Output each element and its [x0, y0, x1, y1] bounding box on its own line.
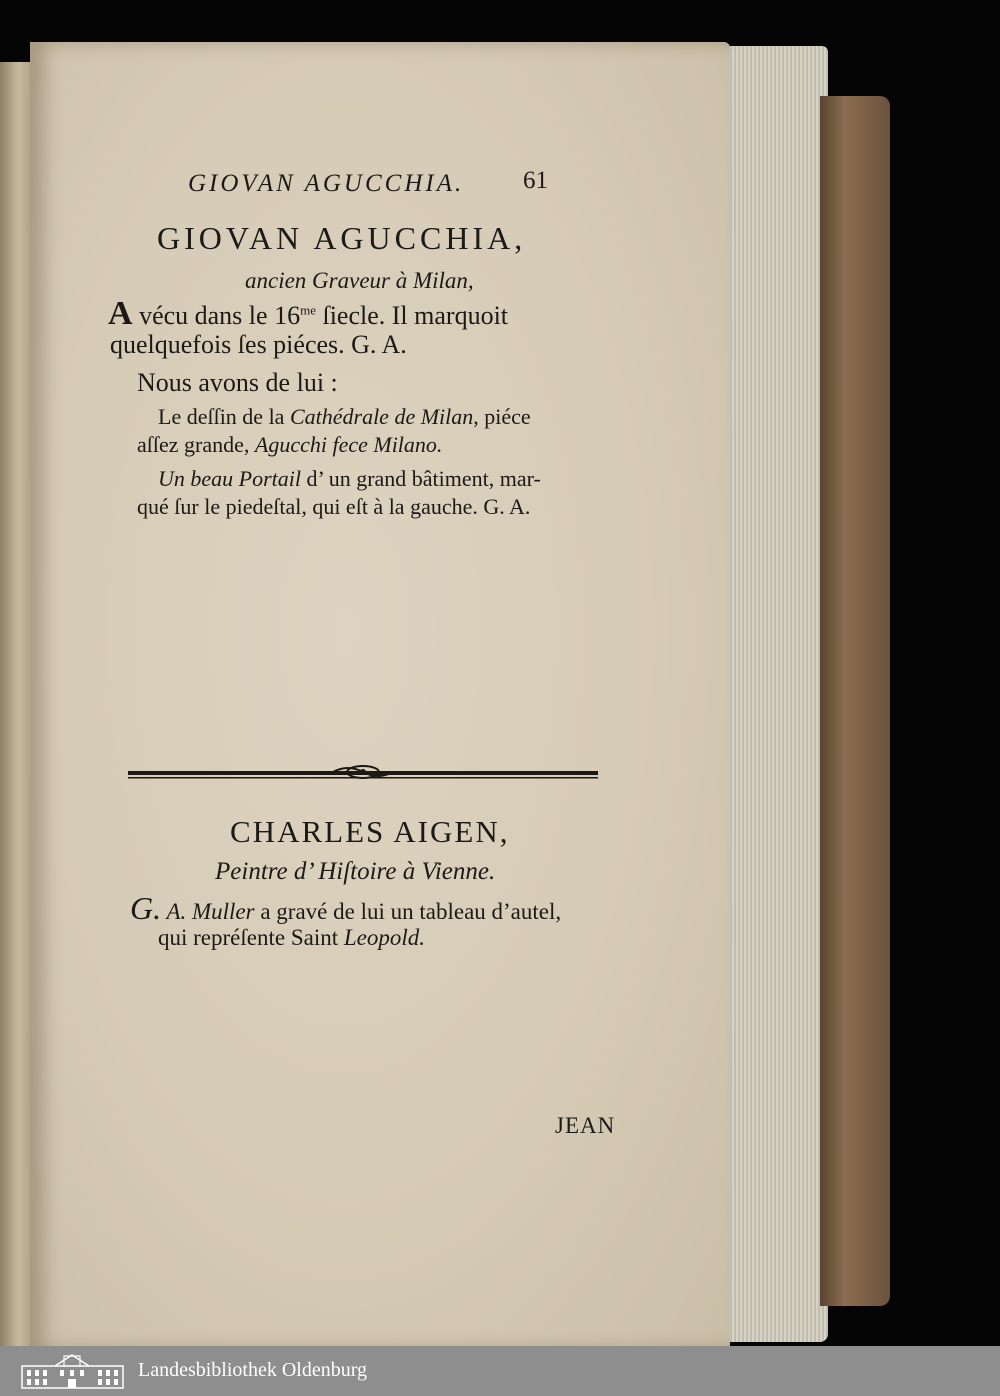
entry-text-line: quelquefois ſes piéces. G. A. — [110, 330, 407, 359]
page-block-edge — [724, 46, 828, 1342]
footer-bar — [0, 1346, 1000, 1396]
entry-text-line: A vécu dans le $16^{me}$ ſiecle. Il marquoit — [108, 295, 509, 332]
catchword: JEAN — [555, 1113, 616, 1138]
ornamental-divider — [128, 762, 598, 786]
footer-label: Landesbibliothek Oldenburg — [138, 1359, 368, 1381]
library-building-icon — [20, 1352, 125, 1390]
entry-text-line: G. A. Muller a gravé de lui un tableau d’autel, — [130, 890, 562, 926]
work-item-continued: aſſez grande, Agucchi fece Milano. — [137, 432, 443, 457]
entry-text-line: qui repréſente Saint Leopold. — [158, 925, 425, 950]
work-item-continued: qué ſur le piedeſtal, qui eſt à la gauche. G. A. — [137, 494, 531, 519]
entry-subtitle-aigen: Peintre d’ Hiſtoire à Vienne. — [215, 858, 496, 885]
entry-subtitle-agucchia: ancien Graveur à Milan, — [245, 268, 474, 293]
facing-page-edge — [0, 62, 34, 1352]
entry-heading-agucchia: GIOVAN AGUCCHIA, — [157, 220, 527, 256]
works-intro: Nous avons de lui : — [137, 368, 338, 397]
book-cover-edge — [820, 96, 890, 1306]
entry-heading-aigen: CHARLES AIGEN, — [230, 814, 510, 849]
page-number: 61 — [523, 167, 548, 194]
drop-initial: G. — [130, 890, 162, 926]
work-item: Le deſſin de la Cathédrale de Milan, piéce — [158, 404, 531, 429]
running-head: GIOVAN AGUCCHIA. — [188, 170, 465, 197]
drop-initial: A — [108, 295, 133, 332]
work-item: Un beau Portail d’ un grand bâtiment, mar- — [158, 466, 541, 491]
